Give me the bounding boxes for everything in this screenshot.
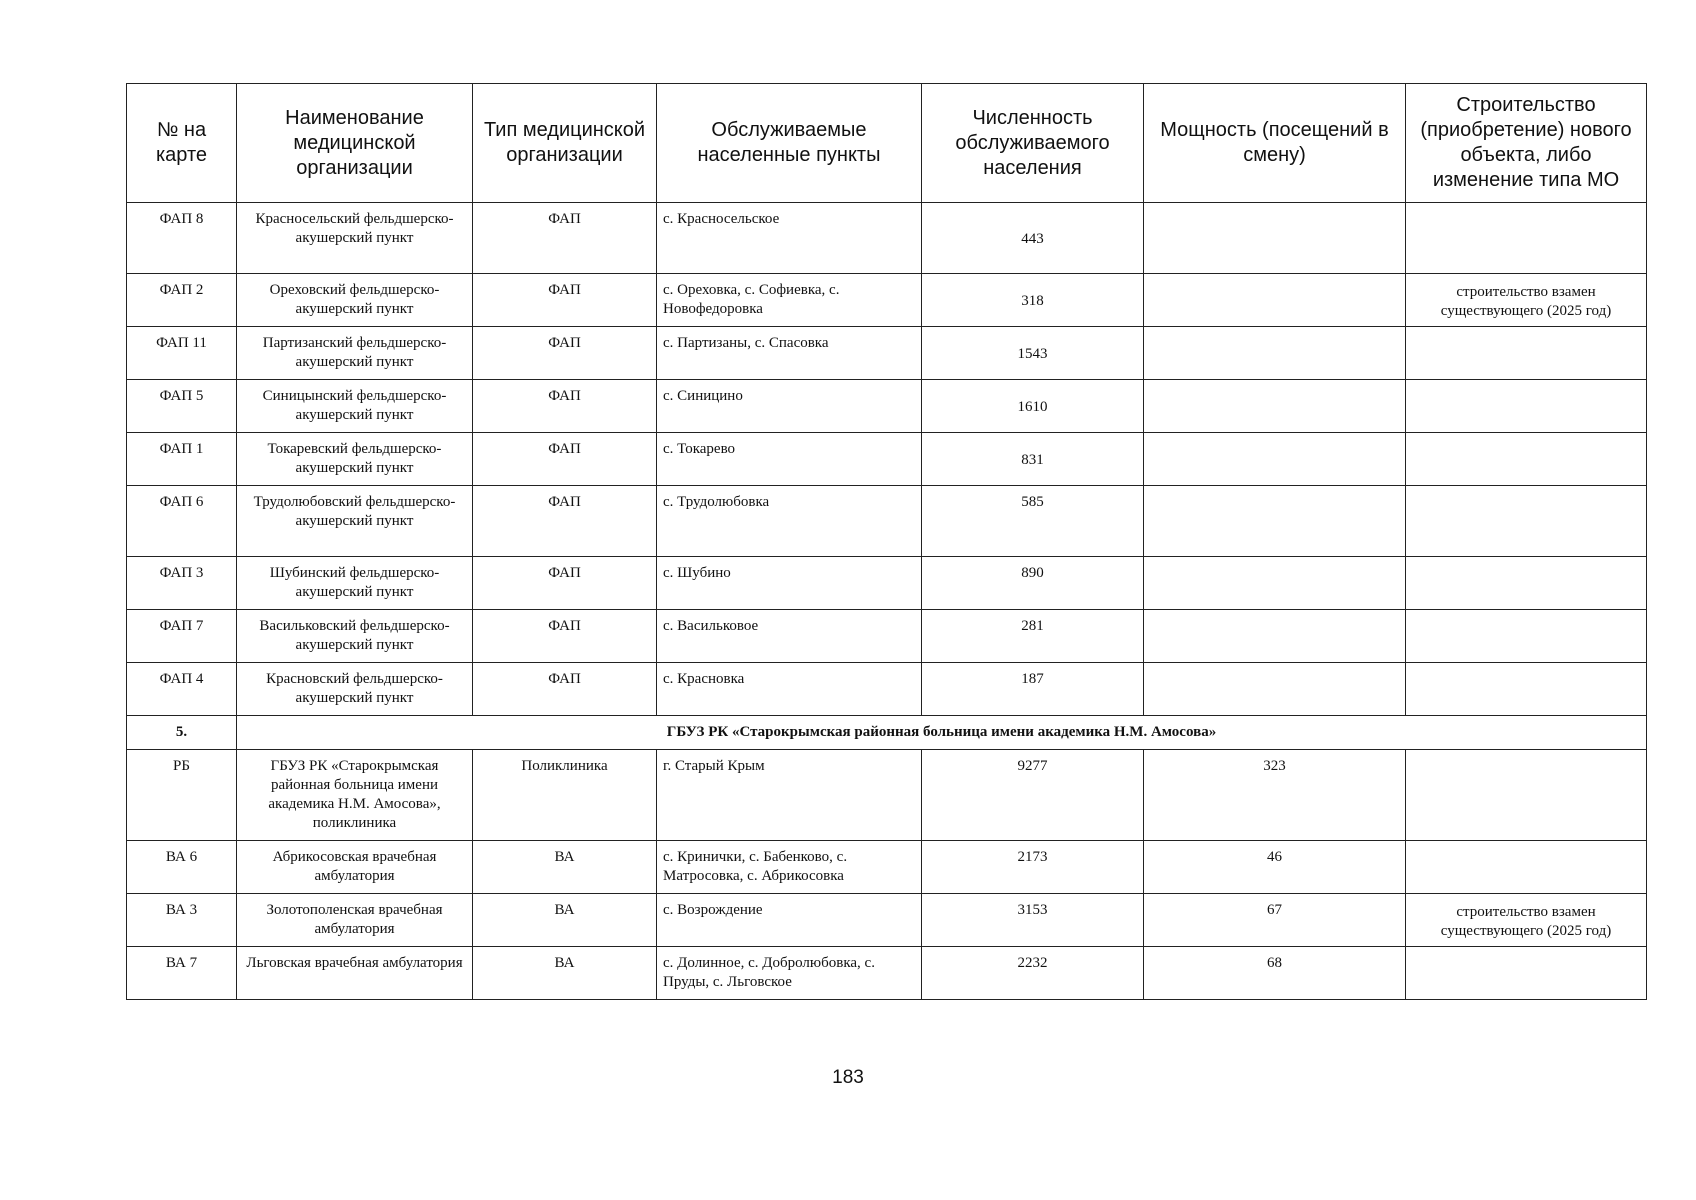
table-row bbox=[127, 947, 1647, 1000]
row-population: 1610 bbox=[922, 380, 1144, 433]
row-capacity: 67 bbox=[1144, 894, 1406, 947]
section-row bbox=[127, 716, 1647, 750]
row-capacity bbox=[1144, 433, 1406, 486]
row-map-number: ФАП 2 bbox=[127, 274, 237, 327]
row-capacity bbox=[1144, 274, 1406, 327]
row-construction bbox=[1406, 203, 1647, 274]
row-capacity bbox=[1144, 203, 1406, 274]
row-settlements: с. Долинное, с. Добролюбовка, с. Пруды, с. Льговское bbox=[657, 947, 922, 1000]
row-settlements: с. Васильковое bbox=[657, 610, 922, 663]
header-organization-type: Тип медицинской организации bbox=[473, 84, 657, 203]
row-capacity bbox=[1144, 486, 1406, 557]
row-population: 187 bbox=[922, 663, 1144, 716]
row-population: 3153 bbox=[922, 894, 1144, 947]
row-population: 585 bbox=[922, 486, 1144, 557]
header-population: Численность обслуживаемого населения bbox=[922, 84, 1144, 203]
row-organization-name: Васильковский фельдшерско-акушерский пункт bbox=[237, 610, 473, 663]
header-settlements: Обслуживаемые населенные пункты bbox=[657, 84, 922, 203]
row-construction bbox=[1406, 557, 1647, 610]
row-construction bbox=[1406, 750, 1647, 841]
row-settlements: с. Возрождение bbox=[657, 894, 922, 947]
row-construction bbox=[1406, 841, 1647, 894]
row-organization-type: ВА bbox=[473, 894, 657, 947]
row-map-number: ФАП 6 bbox=[127, 486, 237, 557]
row-capacity bbox=[1144, 380, 1406, 433]
row-capacity bbox=[1144, 557, 1406, 610]
row-capacity: 323 bbox=[1144, 750, 1406, 841]
row-map-number: ФАП 4 bbox=[127, 663, 237, 716]
row-capacity bbox=[1144, 610, 1406, 663]
row-capacity bbox=[1144, 327, 1406, 380]
row-organization-type: ФАП bbox=[473, 433, 657, 486]
page-number: 183 bbox=[832, 1067, 864, 1088]
row-construction: строительство взамен существующего (2025 год) bbox=[1406, 274, 1647, 327]
row-population: 890 bbox=[922, 557, 1144, 610]
section-title: ГБУЗ РК «Старокрымская районная больница имени академика Н.М. Амосова» bbox=[237, 716, 1647, 750]
table-row bbox=[127, 610, 1647, 663]
table-row bbox=[127, 274, 1647, 327]
row-capacity bbox=[1144, 663, 1406, 716]
row-organization-type: ФАП bbox=[473, 663, 657, 716]
row-organization-name: Ореховский фельдшерско-акушерский пункт bbox=[237, 274, 473, 327]
row-construction bbox=[1406, 663, 1647, 716]
table-row bbox=[127, 750, 1647, 841]
row-settlements: с. Синицино bbox=[657, 380, 922, 433]
row-organization-name: Льговская врачебная амбулатория bbox=[237, 947, 473, 1000]
table-row bbox=[127, 433, 1647, 486]
row-population: 831 bbox=[922, 433, 1144, 486]
table-row bbox=[127, 663, 1647, 716]
row-organization-name: Красносельский фельдшерско- акушерский пункт bbox=[237, 203, 473, 274]
row-construction bbox=[1406, 380, 1647, 433]
row-organization-type: ВА bbox=[473, 947, 657, 1000]
row-organization-name: Партизанский фельдшерско-акушерский пункт bbox=[237, 327, 473, 380]
row-construction bbox=[1406, 947, 1647, 1000]
row-organization-name: Абрикосовская врачебная амбулатория bbox=[237, 841, 473, 894]
header-organization-name: Наименование медицинской организации bbox=[237, 84, 473, 203]
table-header-row bbox=[127, 84, 1647, 203]
row-population: 318 bbox=[922, 274, 1144, 327]
row-construction bbox=[1406, 327, 1647, 380]
row-settlements: с. Красновка bbox=[657, 663, 922, 716]
row-organization-type: ФАП bbox=[473, 610, 657, 663]
row-organization-name: Токаревский фельдшерско-акушерский пункт bbox=[237, 433, 473, 486]
table-row bbox=[127, 841, 1647, 894]
row-settlements: с. Ореховка, с. Софиевка, с. Новофедоровка bbox=[657, 274, 922, 327]
table-row bbox=[127, 203, 1647, 274]
row-settlements: с. Кринички, с. Бабенково, с. Матросовка, с. Абрикосовка bbox=[657, 841, 922, 894]
row-population: 281 bbox=[922, 610, 1144, 663]
row-settlements: с. Трудолюбовка bbox=[657, 486, 922, 557]
header-capacity: Мощность (посещений в смену) bbox=[1144, 84, 1406, 203]
row-organization-type: ФАП bbox=[473, 274, 657, 327]
row-map-number: ФАП 11 bbox=[127, 327, 237, 380]
row-construction bbox=[1406, 486, 1647, 557]
row-organization-type: ФАП bbox=[473, 203, 657, 274]
row-construction bbox=[1406, 610, 1647, 663]
row-organization-type: Поликлиника bbox=[473, 750, 657, 841]
row-organization-type: ФАП bbox=[473, 557, 657, 610]
row-map-number: ФАП 3 bbox=[127, 557, 237, 610]
row-map-number: ФАП 7 bbox=[127, 610, 237, 663]
document-sheet bbox=[126, 83, 1647, 1000]
row-organization-type: ВА bbox=[473, 841, 657, 894]
row-settlements: с. Партизаны, с. Спасовка bbox=[657, 327, 922, 380]
row-map-number: ВА 6 bbox=[127, 841, 237, 894]
facilities-table bbox=[126, 83, 1647, 1000]
table-row bbox=[127, 486, 1647, 557]
row-population: 1543 bbox=[922, 327, 1144, 380]
row-settlements: с. Токарево bbox=[657, 433, 922, 486]
row-organization-name: ГБУЗ РК «Старокрымская районная больница имени академика Н.М. Амосова», поликлиника bbox=[237, 750, 473, 841]
row-organization-name: Шубинский фельдшерско-акушерский пункт bbox=[237, 557, 473, 610]
row-organization-type: ФАП bbox=[473, 380, 657, 433]
row-map-number: ВА 7 bbox=[127, 947, 237, 1000]
row-population: 2232 bbox=[922, 947, 1144, 1000]
header-construction: Строительство (приобретение) нового объекта, либо изменение типа МО bbox=[1406, 84, 1647, 203]
section-number: 5. bbox=[127, 716, 237, 750]
table-row bbox=[127, 380, 1647, 433]
table-row bbox=[127, 894, 1647, 947]
row-organization-name: Синицынский фельдшерско-акушерский пункт bbox=[237, 380, 473, 433]
row-settlements: с. Шубино bbox=[657, 557, 922, 610]
row-population: 9277 bbox=[922, 750, 1144, 841]
table-row bbox=[127, 327, 1647, 380]
row-organization-type: ФАП bbox=[473, 327, 657, 380]
header-map-number: № на карте bbox=[127, 84, 237, 203]
row-capacity: 68 bbox=[1144, 947, 1406, 1000]
table-row bbox=[127, 557, 1647, 610]
row-construction: строительство взамен существующего (2025 год) bbox=[1406, 894, 1647, 947]
row-map-number: ФАП 5 bbox=[127, 380, 237, 433]
row-settlements: с. Красносельское bbox=[657, 203, 922, 274]
row-organization-name: Трудолюбовский фельдшерско- акушерский пункт bbox=[237, 486, 473, 557]
row-construction bbox=[1406, 433, 1647, 486]
row-organization-name: Золотополенская врачебная амбулатория bbox=[237, 894, 473, 947]
row-map-number: ВА 3 bbox=[127, 894, 237, 947]
row-capacity: 46 bbox=[1144, 841, 1406, 894]
row-settlements: г. Старый Крым bbox=[657, 750, 922, 841]
row-population: 2173 bbox=[922, 841, 1144, 894]
row-organization-type: ФАП bbox=[473, 486, 657, 557]
row-map-number: ФАП 8 bbox=[127, 203, 237, 274]
row-map-number: ФАП 1 bbox=[127, 433, 237, 486]
row-population: 443 bbox=[922, 203, 1144, 274]
row-map-number: РБ bbox=[127, 750, 237, 841]
row-organization-name: Красновский фельдшерско-акушерский пункт bbox=[237, 663, 473, 716]
